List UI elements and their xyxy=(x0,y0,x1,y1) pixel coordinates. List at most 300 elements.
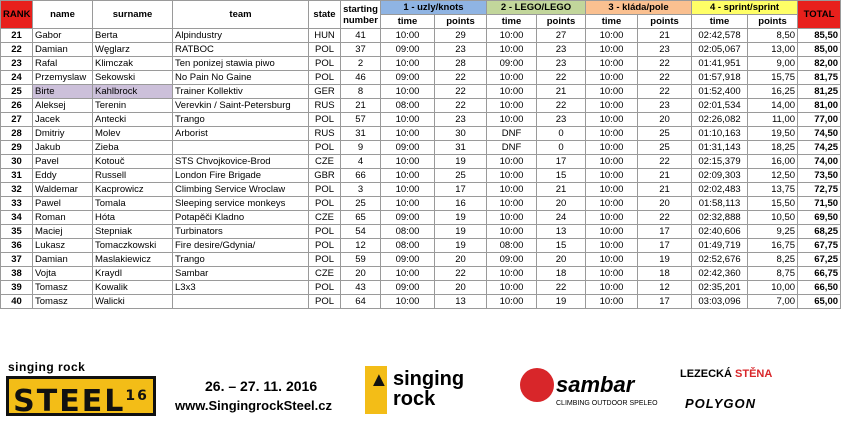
cell-name: Pawel xyxy=(33,197,93,211)
cell-name: Vojta xyxy=(33,267,93,281)
cell-total: 74,50 xyxy=(798,127,841,141)
cell-start: 25 xyxy=(341,197,381,211)
cell-rank: 31 xyxy=(1,169,33,183)
cell-surname: Zieba xyxy=(93,141,173,155)
cell-total: 81,75 xyxy=(798,71,841,85)
cell-total: 77,00 xyxy=(798,113,841,127)
cell-start: 8 xyxy=(341,85,381,99)
cell-p4: 7,00 xyxy=(748,295,798,309)
cell-p3: 20 xyxy=(638,197,692,211)
cell-p1: 22 xyxy=(435,85,487,99)
cell-state: RUS xyxy=(309,127,341,141)
cell-t1: 09:00 xyxy=(381,71,435,85)
cell-name: Waldemar xyxy=(33,183,93,197)
points-header: points xyxy=(748,15,798,29)
cell-start: 31 xyxy=(341,127,381,141)
cell-p4: 13,75 xyxy=(748,183,798,197)
cell-state: GBR xyxy=(309,169,341,183)
cell-p3: 22 xyxy=(638,85,692,99)
cell-p4: 11,00 xyxy=(748,113,798,127)
cell-rank: 29 xyxy=(1,141,33,155)
cell-p3: 19 xyxy=(638,253,692,267)
cell-name: Eddy xyxy=(33,169,93,183)
cell-t2: 10:00 xyxy=(487,295,537,309)
cell-p3: 20 xyxy=(638,113,692,127)
cell-rank: 35 xyxy=(1,225,33,239)
cell-state: GER xyxy=(309,85,341,99)
cell-surname: Węglarz xyxy=(93,43,173,57)
cell-p1: 29 xyxy=(435,29,487,43)
cell-p1: 19 xyxy=(435,225,487,239)
cell-team xyxy=(173,295,309,309)
cell-surname: Klimczak xyxy=(93,57,173,71)
cell-team: Sleeping service monkeys xyxy=(173,197,309,211)
cell-total: 82,00 xyxy=(798,57,841,71)
cell-rank: 40 xyxy=(1,295,33,309)
time-header: time xyxy=(487,15,537,29)
cell-p1: 17 xyxy=(435,183,487,197)
table-row xyxy=(1,99,841,113)
table-row xyxy=(1,43,841,57)
cell-p1: 23 xyxy=(435,113,487,127)
cell-t3: 10:00 xyxy=(586,43,638,57)
cell-t2: 10:00 xyxy=(487,85,537,99)
cell-t1: 10:00 xyxy=(381,183,435,197)
cell-p2: 20 xyxy=(537,253,586,267)
steel-logo xyxy=(6,376,156,419)
steel-logo-year: 16 xyxy=(125,388,149,404)
cell-start: 54 xyxy=(341,225,381,239)
cell-total: 71,50 xyxy=(798,197,841,211)
sambar-name: sambar xyxy=(556,372,635,397)
cell-t4: 01:58,113 xyxy=(692,197,748,211)
table-row xyxy=(1,183,841,197)
cell-p3: 23 xyxy=(638,43,692,57)
cell-state: POL xyxy=(309,225,341,239)
cell-t3: 10:00 xyxy=(586,225,638,239)
cell-total: 81,00 xyxy=(798,99,841,113)
cell-t4: 02:40,606 xyxy=(692,225,748,239)
cell-team: Climbing Service Wroclaw xyxy=(173,183,309,197)
cell-t3: 10:00 xyxy=(586,281,638,295)
cell-p3: 25 xyxy=(638,127,692,141)
cell-team: Sambar xyxy=(173,267,309,281)
cell-t2: 10:00 xyxy=(487,197,537,211)
cell-team: Ten ponizej stawia piwo xyxy=(173,57,309,71)
cell-p4: 15,50 xyxy=(748,197,798,211)
cell-p3: 22 xyxy=(638,57,692,71)
cell-total: 65,00 xyxy=(798,295,841,309)
cell-t1: 10:00 xyxy=(381,127,435,141)
cell-t1: 10:00 xyxy=(381,29,435,43)
cell-p2: 15 xyxy=(537,239,586,253)
cell-rank: 37 xyxy=(1,253,33,267)
cell-p2: 20 xyxy=(537,197,586,211)
cell-t4: 02:26,082 xyxy=(692,113,748,127)
cell-p4: 14,00 xyxy=(748,99,798,113)
cell-team: London Fire Brigade xyxy=(173,169,309,183)
cell-state: CZE xyxy=(309,211,341,225)
cell-p2: 23 xyxy=(537,43,586,57)
cell-p2: 17 xyxy=(537,155,586,169)
cell-p3: 18 xyxy=(638,267,692,281)
cell-total: 66,75 xyxy=(798,267,841,281)
cell-total: 67,75 xyxy=(798,239,841,253)
cell-t1: 09:00 xyxy=(381,253,435,267)
cell-t1: 09:00 xyxy=(381,141,435,155)
results-body xyxy=(1,29,841,309)
cell-name: Pavel xyxy=(33,155,93,169)
cell-surname: Antecki xyxy=(93,113,173,127)
cell-name: Birte xyxy=(33,85,93,99)
cell-t3: 10:00 xyxy=(586,57,638,71)
table-row xyxy=(1,239,841,253)
cell-t4: 02:01,534 xyxy=(692,99,748,113)
cell-t1: 08:00 xyxy=(381,239,435,253)
cell-t1: 10:00 xyxy=(381,85,435,99)
cell-p4: 16,25 xyxy=(748,85,798,99)
cell-name: Dmitriy xyxy=(33,127,93,141)
cell-p1: 22 xyxy=(435,71,487,85)
sambar-logo xyxy=(520,366,670,418)
cell-p4: 10,50 xyxy=(748,211,798,225)
cell-t2: 08:00 xyxy=(487,239,537,253)
cell-p1: 25 xyxy=(435,169,487,183)
polygon-logo: POLYGON xyxy=(685,396,757,411)
cell-start: 46 xyxy=(341,71,381,85)
cell-name: Tomasz xyxy=(33,281,93,295)
cell-p4: 8,50 xyxy=(748,29,798,43)
event-dates: 26. – 27. 11. 2016 xyxy=(205,378,318,394)
cell-t3: 10:00 xyxy=(586,253,638,267)
cell-p2: 22 xyxy=(537,99,586,113)
cell-p3: 21 xyxy=(638,29,692,43)
table-row xyxy=(1,295,841,309)
cell-state: POL xyxy=(309,57,341,71)
cell-t3: 10:00 xyxy=(586,239,638,253)
table-row xyxy=(1,141,841,155)
cell-t4: 02:32,888 xyxy=(692,211,748,225)
cell-name: Rafal xyxy=(33,57,93,71)
cell-t1: 10:00 xyxy=(381,155,435,169)
discipline-1-header: 1 - uzly/knots xyxy=(381,1,487,15)
cell-total: 69,50 xyxy=(798,211,841,225)
discipline-3-header: 3 - kláda/pole xyxy=(586,1,692,15)
cell-rank: 21 xyxy=(1,29,33,43)
cell-start: 3 xyxy=(341,183,381,197)
cell-p3: 22 xyxy=(638,155,692,169)
cell-p4: 8,25 xyxy=(748,253,798,267)
arrow-up-icon: ▲ xyxy=(369,369,389,391)
cell-start: 59 xyxy=(341,253,381,267)
cell-t2: DNF xyxy=(487,127,537,141)
cell-total: 85,00 xyxy=(798,43,841,57)
singing-rock-line1: singing xyxy=(393,368,465,390)
cell-p4: 10,00 xyxy=(748,281,798,295)
cell-p1: 30 xyxy=(435,127,487,141)
cell-t1: 10:00 xyxy=(381,113,435,127)
cell-state: CZE xyxy=(309,155,341,169)
cell-start: 21 xyxy=(341,99,381,113)
cell-state: CZE xyxy=(309,267,341,281)
cell-name: Damian xyxy=(33,253,93,267)
table-row xyxy=(1,253,841,267)
cell-t2: 10:00 xyxy=(487,169,537,183)
cell-t2: 10:00 xyxy=(487,155,537,169)
cell-team: Trango xyxy=(173,113,309,127)
cell-p2: 23 xyxy=(537,113,586,127)
cell-t1: 10:00 xyxy=(381,169,435,183)
cell-t3: 10:00 xyxy=(586,99,638,113)
cell-t3: 10:00 xyxy=(586,85,638,99)
cell-p4: 9,25 xyxy=(748,225,798,239)
cell-t1: 09:00 xyxy=(381,43,435,57)
cell-state: POL xyxy=(309,295,341,309)
cell-p1: 19 xyxy=(435,155,487,169)
cell-t3: 10:00 xyxy=(586,211,638,225)
cell-surname: Kotouč xyxy=(93,155,173,169)
cell-t2: 10:00 xyxy=(487,71,537,85)
cell-t3: 10:00 xyxy=(586,295,638,309)
time-header: time xyxy=(381,15,435,29)
cell-p1: 20 xyxy=(435,281,487,295)
total-header: TOTAL xyxy=(798,1,841,29)
cell-name: Lukasz xyxy=(33,239,93,253)
cell-state: POL xyxy=(309,71,341,85)
cell-p1: 16 xyxy=(435,197,487,211)
cell-surname: Stepniak xyxy=(93,225,173,239)
cell-total: 81,25 xyxy=(798,85,841,99)
points-header: points xyxy=(638,15,692,29)
cell-rank: 39 xyxy=(1,281,33,295)
cell-rank: 22 xyxy=(1,43,33,57)
table-row xyxy=(1,57,841,71)
cell-t4: 02:42,360 xyxy=(692,267,748,281)
cell-state: POL xyxy=(309,113,341,127)
time-header: time xyxy=(692,15,748,29)
sambar-tagline: CLIMBING OUTDOOR SPELEO xyxy=(556,400,658,407)
cell-p1: 28 xyxy=(435,57,487,71)
cell-t1: 10:00 xyxy=(381,295,435,309)
cell-start: 65 xyxy=(341,211,381,225)
cell-state: POL xyxy=(309,43,341,57)
cell-surname: Kacprowicz xyxy=(93,183,173,197)
cell-name: Jakub xyxy=(33,141,93,155)
cell-p3: 25 xyxy=(638,141,692,155)
time-header: time xyxy=(586,15,638,29)
cell-surname: Terenin xyxy=(93,99,173,113)
cell-team: Potapěči Kladno xyxy=(173,211,309,225)
cell-surname: Russell xyxy=(93,169,173,183)
cell-p4: 16,75 xyxy=(748,239,798,253)
cell-t4: 01:57,918 xyxy=(692,71,748,85)
cell-t4: 01:41,951 xyxy=(692,57,748,71)
cell-team: Arborist xyxy=(173,127,309,141)
cell-t2: 10:00 xyxy=(487,281,537,295)
cell-t2: 09:00 xyxy=(487,57,537,71)
cell-p3: 12 xyxy=(638,281,692,295)
cell-p2: 23 xyxy=(537,57,586,71)
cell-surname: Sekowski xyxy=(93,71,173,85)
table-row xyxy=(1,113,841,127)
cell-t3: 10:00 xyxy=(586,113,638,127)
cell-start: 57 xyxy=(341,113,381,127)
cell-team: Turbinators xyxy=(173,225,309,239)
cell-p1: 22 xyxy=(435,99,487,113)
cell-rank: 27 xyxy=(1,113,33,127)
cell-t2: 10:00 xyxy=(487,99,537,113)
cell-total: 85,50 xyxy=(798,29,841,43)
table-row xyxy=(1,155,841,169)
event-website[interactable]: www.SingingrockSteel.cz xyxy=(175,398,332,413)
table-row xyxy=(1,267,841,281)
cell-surname: Tomaczkowski xyxy=(93,239,173,253)
steel-logo-text: STEEL xyxy=(13,384,126,419)
cell-team: STS Chvojkovice-Brod xyxy=(173,155,309,169)
cell-p2: 19 xyxy=(537,295,586,309)
cell-state: POL xyxy=(309,183,341,197)
cell-t4: 02:15,379 xyxy=(692,155,748,169)
cell-p2: 21 xyxy=(537,183,586,197)
cell-p1: 23 xyxy=(435,43,487,57)
cell-p3: 21 xyxy=(638,169,692,183)
table-row xyxy=(1,29,841,43)
cell-t1: 10:00 xyxy=(381,57,435,71)
stena-text: STĚNA xyxy=(735,368,773,380)
cell-t3: 10:00 xyxy=(586,71,638,85)
cell-state: RUS xyxy=(309,99,341,113)
cell-p2: 15 xyxy=(537,169,586,183)
cell-surname: Hóta xyxy=(93,211,173,225)
cell-p2: 21 xyxy=(537,85,586,99)
cell-total: 67,25 xyxy=(798,253,841,267)
cell-team: Verevkin / Saint-Petersburg xyxy=(173,99,309,113)
points-header: points xyxy=(537,15,586,29)
cell-t1: 10:00 xyxy=(381,197,435,211)
name-header: name xyxy=(33,1,93,29)
cell-t2: 10:00 xyxy=(487,113,537,127)
cell-p4: 15,75 xyxy=(748,71,798,85)
cell-t2: 10:00 xyxy=(487,267,537,281)
cell-p3: 22 xyxy=(638,71,692,85)
cell-t1: 09:00 xyxy=(381,281,435,295)
cell-p3: 21 xyxy=(638,183,692,197)
cell-name: Damian xyxy=(33,43,93,57)
cell-name: Roman xyxy=(33,211,93,225)
surname-header: surname xyxy=(93,1,173,29)
cell-team: Trainer Kollektiv xyxy=(173,85,309,99)
cell-t2: 10:00 xyxy=(487,211,537,225)
table-row xyxy=(1,85,841,99)
cell-team xyxy=(173,141,309,155)
cell-p3: 17 xyxy=(638,225,692,239)
cell-t4: 02:09,303 xyxy=(692,169,748,183)
cell-start: 66 xyxy=(341,169,381,183)
cell-start: 2 xyxy=(341,57,381,71)
cell-rank: 28 xyxy=(1,127,33,141)
cell-surname: Tomala xyxy=(93,197,173,211)
cell-total: 74,00 xyxy=(798,155,841,169)
cell-team: RATBOC xyxy=(173,43,309,57)
cell-state: POL xyxy=(309,239,341,253)
cell-t2: 10:00 xyxy=(487,183,537,197)
cell-p4: 13,00 xyxy=(748,43,798,57)
cell-t3: 10:00 xyxy=(586,197,638,211)
singing-rock-logo xyxy=(365,366,505,418)
cell-p4: 12,50 xyxy=(748,169,798,183)
cell-p3: 17 xyxy=(638,239,692,253)
cell-p1: 20 xyxy=(435,253,487,267)
cell-start: 4 xyxy=(341,155,381,169)
cell-t1: 08:00 xyxy=(381,225,435,239)
cell-t1: 10:00 xyxy=(381,267,435,281)
cell-name: Przemyslaw xyxy=(33,71,93,85)
cell-t3: 10:00 xyxy=(586,267,638,281)
cell-p2: 22 xyxy=(537,71,586,85)
cell-t2: 10:00 xyxy=(487,43,537,57)
cell-t3: 10:00 xyxy=(586,29,638,43)
cell-rank: 36 xyxy=(1,239,33,253)
cell-state: HUN xyxy=(309,29,341,43)
starting-number-header: starting number xyxy=(341,1,381,29)
cell-p4: 19,50 xyxy=(748,127,798,141)
cell-p2: 0 xyxy=(537,141,586,155)
table-row xyxy=(1,71,841,85)
table-row xyxy=(1,169,841,183)
cell-t4: 01:49,719 xyxy=(692,239,748,253)
cell-start: 12 xyxy=(341,239,381,253)
discipline-4-header: 4 - sprint/sprint xyxy=(692,1,798,15)
cell-p4: 16,00 xyxy=(748,155,798,169)
cell-t4: 03:03,096 xyxy=(692,295,748,309)
discipline-2-header: 2 - LEGO/LEGO xyxy=(487,1,586,15)
cell-name: Gabor xyxy=(33,29,93,43)
cell-state: POL xyxy=(309,253,341,267)
lezecka-text: LEZECKÁ xyxy=(680,368,732,380)
sambar-circle-icon xyxy=(520,368,554,402)
cell-t3: 10:00 xyxy=(586,127,638,141)
cell-t4: 02:52,676 xyxy=(692,253,748,267)
cell-team: No Pain No Gaine xyxy=(173,71,309,85)
cell-total: 74,25 xyxy=(798,141,841,155)
cell-start: 64 xyxy=(341,295,381,309)
cell-t1: 09:00 xyxy=(381,211,435,225)
cell-total: 66,50 xyxy=(798,281,841,295)
cell-team: Fire desire/Gdynia/ xyxy=(173,239,309,253)
singing-rock-bar xyxy=(365,366,387,414)
cell-p2: 18 xyxy=(537,267,586,281)
cell-rank: 38 xyxy=(1,267,33,281)
cell-name: Aleksej xyxy=(33,99,93,113)
cell-t4: 01:10,163 xyxy=(692,127,748,141)
cell-start: 20 xyxy=(341,267,381,281)
cell-p3: 17 xyxy=(638,295,692,309)
cell-t4: 02:35,201 xyxy=(692,281,748,295)
cell-t4: 02:05,067 xyxy=(692,43,748,57)
cell-surname: Kraydl xyxy=(93,267,173,281)
cell-team: L3x3 xyxy=(173,281,309,295)
cell-t4: 01:31,143 xyxy=(692,141,748,155)
cell-start: 43 xyxy=(341,281,381,295)
cell-p4: 9,00 xyxy=(748,57,798,71)
cell-state: POL xyxy=(309,281,341,295)
lezecka-stena-logo xyxy=(680,368,772,380)
team-header: team xyxy=(173,1,309,29)
cell-rank: 23 xyxy=(1,57,33,71)
cell-p1: 19 xyxy=(435,211,487,225)
cell-state: POL xyxy=(309,197,341,211)
cell-rank: 33 xyxy=(1,197,33,211)
